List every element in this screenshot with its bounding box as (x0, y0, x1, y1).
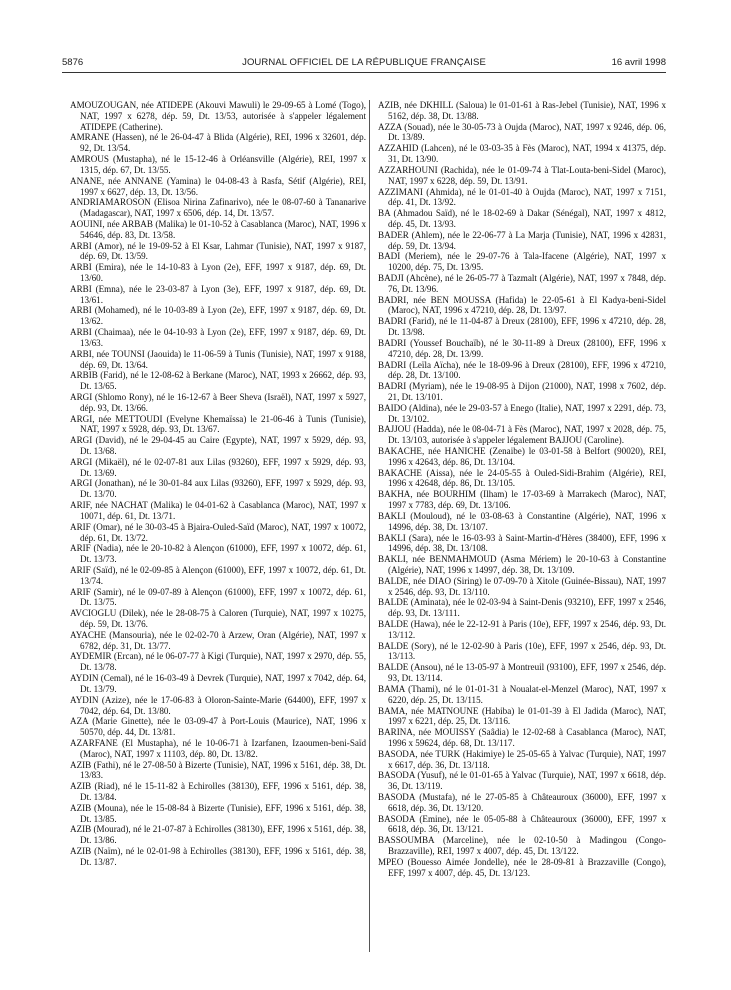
register-entry: AYACHE (Mansouria), née le 02-02-70 à Arzew, Oran (Algérie), NAT, 1997 x 6782, dép. 31, Dt. 13/77. (70, 629, 366, 651)
register-entry: AZZARHOUNI (Rachida), née le 01-09-74 à Tlat-Louta-beni-Sidel (Maroc), NAT, 1997 x 6228, dép. 59, Dt. 13/91. (378, 164, 666, 186)
register-entry: ARBI (Emna), née le 23-03-87 à Lyon (3e), EFF, 1997 x 9187, dép. 69, Dt. 13/61. (70, 283, 366, 305)
column-divider (369, 100, 370, 952)
register-entry: BASODA (Mustafa), né le 27-05-85 à Châteauroux (36000), EFF, 1997 x 6618, dép. 36, Dt. 13/120. (378, 792, 666, 813)
register-entry: BAIDO (Aldina), née le 29-03-57 à Enego (Italie), NAT, 1997 x 2291, dép. 73, Dt. 13/102. (378, 402, 666, 424)
header-rule (62, 72, 666, 73)
register-entry: BADRI (Myriam), née le 19-08-95 à Dijon (21000), NAT, 1998 x 7602, dép. 21, Dt. 13/101. (378, 381, 666, 402)
page-number: 5876 (62, 57, 84, 68)
register-entry: ARGI (Jonathan), né le 30-01-84 aux Lilas (93260), EFF, 1997 x 5929, dép. 93, Dt. 13/70. (70, 478, 366, 500)
register-entry: BASSOUMBA (Marceline), née le 02-10-50 à Madingou (Congo-Brazzaville), REI, 1997 x 4007, dép. 45, Dt. 13/122. (378, 835, 666, 857)
register-entry: BAKLI, née BENMAHMOUD (Asma Mériem) le 20-10-63 à Constantine (Algérie), NAT, 1996 x 14997, dép. 38, Dt. 13/109. (378, 554, 666, 575)
register-entry: ARBI (Mohamed), né le 10-03-89 à Lyon (2e), EFF, 1997 x 9187, dép. 69, Dt. 13/62. (70, 305, 366, 327)
register-entry: BADER (Ahlem), née le 22-06-77 à La Marja (Tunisie), NAT, 1996 x 42831, dép. 59, Dt. 13/94. (378, 229, 666, 251)
register-entry: MPEO (Bouesso Aimée Jondelle), née le 28-09-81 à Brazzaville (Congo), EFF, 1997 x 4007, dép. 45, Dt. 13/123. (378, 856, 666, 878)
register-entry: AZZA (Souad), née le 30-05-73 à Oujda (Maroc), NAT, 1997 x 9246, dép. 06, Dt. 13/89. (378, 121, 666, 143)
register-entry: AOUINI, née ARBAB (Malika) le 01-10-52 à Casablanca (Maroc), NAT, 1996 x 54646, dép. 83, Dt. 13/58. (70, 218, 366, 240)
register-entry: BAMA, née MATNOUNE (Habiba) le 01-01-39 à El Jadida (Maroc), NAT, 1997 x 6221, dép. 25, Dt. 13/116. (378, 705, 666, 727)
register-entry: BALDE (Aminata), née le 02-03-94 à Saint-Denis (93210), EFF, 1997 x 2546, dép. 93, Dt. 13/111. (378, 597, 666, 619)
register-entry: BAKHA, née BOURHIM (Ilham) le 17-03-69 à Marrakech (Maroc), NAT, 1997 x 7783, dép. 69, Dt. 13/106. (378, 489, 666, 511)
journal-title: JOURNAL OFFICIEL DE LA RÉPUBLIQUE FRANÇAISE (242, 57, 486, 68)
register-entry: BADRI (Leïla Aïcha), née le 18-09-96 à Dreux (28100), EFF, 1996 x 47210, dép. 28, Dt. 13/100. (378, 359, 666, 381)
register-entry: AZIB (Fathi), né le 27-08-50 à Bizerte (Tunisie), NAT, 1996 x 5161, dép. 38, Dt. 13/83. (70, 759, 366, 781)
register-entry: BADRI (Youssef Bouchaïb), né le 30-11-89 à Dreux (28100), EFF, 1996 x 47210, dép. 28, Dt. 13/99. (378, 337, 666, 359)
register-entry: BA (Ahmadou Saïd), né le 18-02-69 à Dakar (Sénégal), NAT, 1997 x 4812, dép. 45, Dt. 13/93. (378, 208, 666, 229)
register-entry: BALDE, née DIAO (Siring) le 07-09-70 à Xitole (Guinée-Bissau), NAT, 1997 x 2546, dép. 93, Dt. 13/110. (378, 575, 666, 597)
register-entry: ARGI, née METTOUDI (Evelyne Khemaïssa) le 21-06-46 à Tunis (Tunisie), NAT, 1997 x 5928, dép. 93, Dt. 13/67. (70, 413, 366, 435)
register-entry: ARBI (Amor), né le 19-09-52 à El Ksar, Lahmar (Tunisie), NAT, 1997 x 9187, dép. 69, Dt. 13/59. (70, 240, 366, 262)
register-entry: ARIF (Saïd), né le 02-09-85 à Alençon (61000), EFF, 1997 x 10072, dép. 61, Dt. 13/74. (70, 564, 366, 586)
register-entry: BARINA, née MOUISSY (Saâdia) le 12-02-68 à Casablanca (Maroc), NAT, 1996 x 59624, dép. 68, Dt. 13/117. (378, 727, 666, 748)
register-entry: BADI (Meriem), née le 29-07-76 à Tala-Ifacene (Algérie), NAT, 1997 x 10200, dép. 75, Dt. 13/95. (378, 251, 666, 273)
register-entry: BAKLI (Mouloud), né le 03-08-63 à Constantine (Algérie), NAT, 1996 x 14996, dép. 38, Dt. 13/107. (378, 510, 666, 532)
register-entry: ARBI (Chaimaa), née le 04-10-93 à Lyon (2e), EFF, 1997 x 9187, dép. 69, Dt. 13/63. (70, 327, 366, 348)
register-entry: BAKACHE (Aissa), née le 24-05-55 à Ouled-Sidi-Brahim (Algérie), REI, 1996 x 42648, dép. 86, Dt. 13/105. (378, 467, 666, 489)
register-entry: ARGI (David), né le 29-04-45 au Caire (Egypte), NAT, 1997 x 5929, dép. 93, Dt. 13/68. (70, 435, 366, 456)
register-entry: BASODA (Emine), née le 05-05-88 à Châteauroux (36000), EFF, 1997 x 6618, dép. 36, Dt. 13/121. (378, 813, 666, 835)
register-entry: BASODA, née TURK (Hakimiye) le 25-05-65 à Yalvac (Turquie), NAT, 1997 x 6617, dép. 36, Dt. 13/118. (378, 748, 666, 770)
register-entry: AZZIMANI (Ahmida), né le 01-01-40 à Oujda (Maroc), NAT, 1997 x 7151, dép. 41, Dt. 13/92. (378, 186, 666, 208)
register-entry: ARIF (Omar), né le 30-03-45 à Bjaira-Ouled-Saïd (Maroc), NAT, 1997 x 10072, dép. 61, Dt. 13/72. (70, 521, 366, 543)
register-entry: AMRANE (Hassen), né le 26-04-47 à Blida (Algérie), REI, 1996 x 32601, dép. 92, Dt. 13/54. (70, 132, 366, 154)
register-entry: AVCIOGLU (Dilek), née le 28-08-75 à Caloren (Turquie), NAT, 1997 x 10275, dép. 59, Dt. 13/76. (70, 608, 366, 629)
register-entry: BAKACHE, née HANICHE (Zenaibe) le 03-01-58 à Belfort (90020), REI, 1996 x 42643, dép. 86, Dt. 13/104. (378, 446, 666, 467)
register-entry: ARGI (Mikaël), né le 02-07-81 aux Lilas (93260), EFF, 1997 x 5929, dép. 93, Dt. 13/69. (70, 456, 366, 478)
publication-date: 16 avril 1998 (611, 57, 666, 68)
register-entry: AZIB (Mourad), né le 21-07-87 à Echirolles (38130), EFF, 1996 x 5161, dép. 38, Dt. 13/86. (70, 824, 366, 846)
register-entry: ARBI, née TOUNSI (Jaouida) le 11-06-59 à Tunis (Tunisie), NAT, 1997 x 9188, dép. 69, Dt. 13/64. (70, 348, 366, 370)
register-entry: BAJJOU (Hadda), née le 08-04-71 à Fès (Maroc), NAT, 1997 x 2028, dép. 75, Dt. 13/103, autorisée à s'appeler légalement BAJJOU (Caroline). (378, 424, 666, 446)
register-entry: AYDIN (Cemal), né le 16-03-49 à Devrek (Turquie), NAT, 1997 x 7042, dép. 64, Dt. 13/79. (70, 673, 366, 694)
register-entry: BADRI (Farid), né le 11-04-87 à Dreux (28100), EFF, 1996 x 47210, dép. 28, Dt. 13/98. (378, 316, 666, 338)
register-entry: ARIF (Nadia), née le 20-10-82 à Alençon (61000), EFF, 1997 x 10072, dép. 61, Dt. 13/73. (70, 543, 366, 565)
register-entry: ARGI (Shlomo Rony), né le 16-12-67 à Beer Sheva (Israël), NAT, 1997 x 5927, dép. 93, Dt. 13/66. (70, 391, 366, 413)
register-entry: ARBIB (Farid), né le 12-08-62 à Berkane (Maroc), NAT, 1993 x 26662, dép. 93, Dt. 13/65. (70, 370, 366, 392)
register-entry: BALDE (Sory), né le 12-02-90 à Paris (10e), EFF, 1997 x 2546, dép. 93, Dt. 13/113. (378, 640, 666, 662)
register-entry: AZARFANE (El Mustapha), né le 10-06-71 à Izarfanen, Izaoumen-beni-Saïd (Maroc), NAT, 1997 x 11103, dép. 80, Dt. 13/82. (70, 737, 366, 759)
register-entry: BASODA (Yusuf), né le 01-01-65 à Yalvac (Turquie), NAT, 1997 x 6618, dép. 36, Dt. 13/119. (378, 770, 666, 792)
register-entry: BADRI, née BEN MOUSSA (Hafida) le 22-05-61 à El Kadya-beni-Sidel (Maroc), NAT, 1996 x 47210, dép. 28, Dt. 13/97. (378, 294, 666, 316)
page-header (62, 57, 666, 71)
register-entry: ANDRIAMAROSON (Elisoa Nirina Zafinarivo), née le 08-07-60 à Tananarive (Madagascar), NAT, 1997 x 6506, dép. 14, Dt. 13/57. (70, 197, 366, 219)
register-entry: BAKLI (Sara), née le 16-03-93 à Saint-Martin-d'Hères (38400), EFF, 1996 x 14996, dép. 38, Dt. 13/108. (378, 532, 666, 554)
register-entry: ARIF, née NACHAT (Malika) le 04-01-62 à Casablanca (Maroc), NAT, 1997 x 10071, dép. 61, Dt. 13/71. (70, 500, 366, 521)
register-entry: AZIB (Mouna), née le 15-08-84 à Bizerte (Tunisie), EFF, 1996 x 5161, dép. 38, Dt. 13/85. (70, 802, 366, 824)
register-entry: BADJI (Ahcène), né le 26-05-77 à Tazmalt (Algérie), NAT, 1997 x 7848, dép. 76, Dt. 13/96. (378, 273, 666, 294)
register-entry: ANANE, née ANNANE (Yamina) le 04-08-43 à Rasfa, Sétif (Algérie), REI, 1997 x 6627, dép. 13, Dt. 13/56. (70, 175, 366, 197)
register-entry: AZA (Marie Ginette), née le 03-09-47 à Port-Louis (Maurice), NAT, 1996 x 50570, dép. 44, Dt. 13/81. (70, 716, 366, 738)
register-entry: AYDEMIR (Ercan), né le 06-07-77 à Kigi (Turquie), NAT, 1997 x 2970, dép. 55, Dt. 13/78. (70, 651, 366, 673)
register-entry: AZIB (Naïm), né le 02-01-98 à Echirolles (38130), EFF, 1996 x 5161, dép. 38, Dt. 13/87. (70, 846, 366, 867)
register-entry: BAMA (Thami), né le 01-01-31 à Noualat-el-Menzel (Maroc), NAT, 1997 x 6220, dép. 25, Dt. 13/115. (378, 683, 666, 705)
register-entry: BALDE (Ansou), né le 13-05-97 à Montreuil (93100), EFF, 1997 x 2546, dép. 93, Dt. 13/114. (378, 662, 666, 684)
right-column (378, 100, 666, 879)
register-entry: ARBI (Emira), née le 14-10-83 à Lyon (2e), EFF, 1997 x 9187, dép. 69, Dt. 13/60. (70, 262, 366, 283)
register-entry: BALDE (Hawa), née le 22-12-91 à Paris (10e), EFF, 1997 x 2546, dép. 93, Dt. 13/112. (378, 619, 666, 640)
left-column (70, 100, 366, 868)
register-entry: AYDIN (Azize), née le 17-06-83 à Oloron-Sainte-Marie (64400), EFF, 1997 x 7042, dép. 64, Dt. 13/80. (70, 694, 366, 716)
register-entry: AMROUS (Mustapha), né le 15-12-46 à Orléansville (Algérie), REI, 1997 x 1315, dép. 67, Dt. 13/55. (70, 154, 366, 175)
register-entry: AZIB (Riad), né le 15-11-82 à Echirolles (38130), EFF, 1996 x 5161, dép. 38, Dt. 13/84. (70, 781, 366, 802)
register-entry: AMOUZOUGAN, née ATIDEPE (Akouvi Mawuli) le 29-09-65 à Lomé (Togo), NAT, 1997 x 6278, dép. 59, Dt. 13/53, autorisée à s'appeler légalement ATIDEPE (Catherine). (70, 100, 366, 132)
register-entry: ARIF (Samir), né le 09-07-89 à Alençon (61000), EFF, 1997 x 10072, dép. 61, Dt. 13/75. (70, 586, 366, 608)
register-entry: AZZAHID (Lahcen), né le 03-03-35 à Fès (Maroc), NAT, 1994 x 41375, dép. 31, Dt. 13/90. (378, 143, 666, 165)
register-entry: AZIB, née DKHILL (Saloua) le 01-01-61 à Ras-Jebel (Tunisie), NAT, 1996 x 5162, dép. 38, Dt. 13/88. (378, 100, 666, 121)
